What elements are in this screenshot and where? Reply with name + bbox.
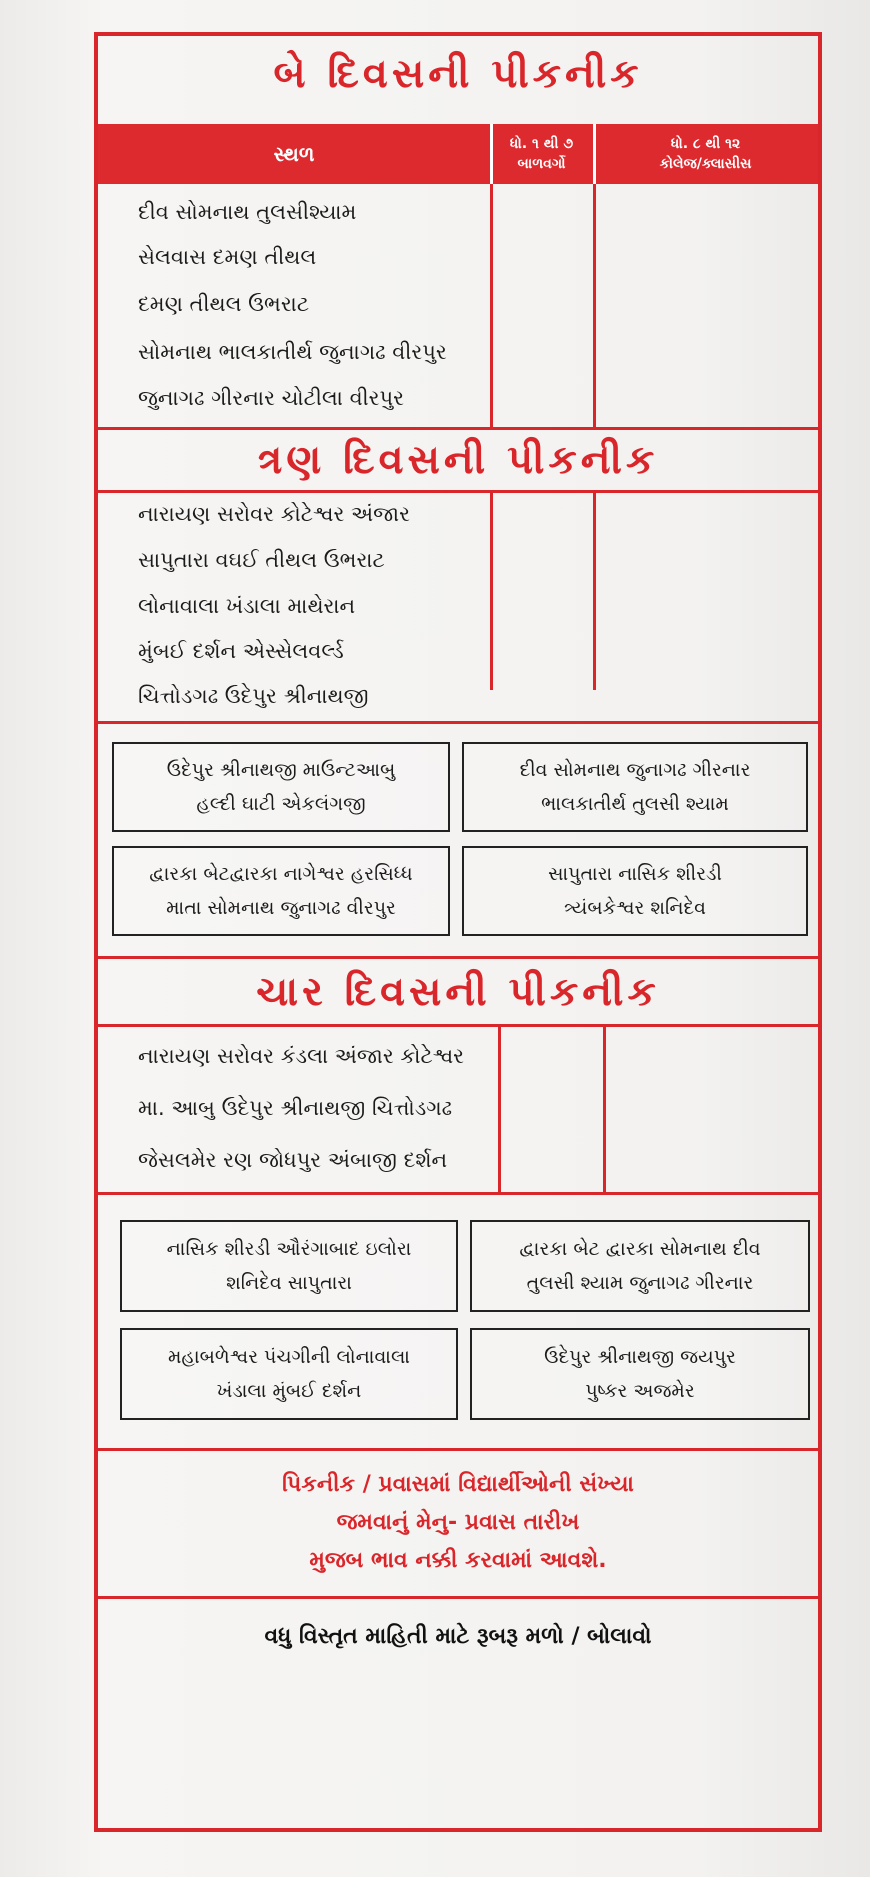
three-day-col-line-2 <box>593 490 596 690</box>
three-day-row: સાપુતારા વઘઈ તીથલ ઉભરાટ <box>138 548 385 572</box>
header-std-8-12 <box>593 124 818 184</box>
three-day-title-rule <box>98 490 818 493</box>
divider-footer-contact <box>98 1596 818 1599</box>
two-day-col-line-2 <box>593 184 596 427</box>
divider-three-four <box>98 956 818 959</box>
two-day-row: દમણ તીથલ ઉભરાટ <box>138 292 310 316</box>
package-line: તુલસી શ્યામ જુનાગઢ ગીરનાર <box>526 1272 754 1294</box>
package-line: ખંડાલા મુંબઈ દર્શન <box>216 1380 362 1402</box>
three-day-package-box <box>112 846 450 936</box>
header-std-8-12-line1: ધો. ૮ થી ૧૨ <box>670 136 741 152</box>
package-line: ઉદેપુર શ્રીનાથજી જયપુર <box>544 1346 736 1368</box>
header-std-1-7-line1: ધો. ૧ થી ૭ <box>509 136 574 152</box>
two-day-row: સોમનાથ ભાલકાતીર્થ જુનાગઢ વીરપુર <box>138 340 447 364</box>
three-day-row: નારાયણ સરોવર કોટેશ્વર અંજાર <box>138 502 410 526</box>
header-std-8-12-line2: કોલેજ/ક્લાસીસ <box>659 156 752 172</box>
header-place: સ્થળ <box>273 142 315 166</box>
four-day-row: જેસલમેર રણ જોધપુર અંબાજી દર્શન <box>138 1148 448 1172</box>
three-day-col-line-1 <box>490 490 493 690</box>
two-day-row: દીવ સોમનાથ તુલસીશ્યામ <box>138 200 357 224</box>
three-day-row: ચિત્તોડગઢ ઉદેપુર શ્રીનાથજી <box>138 684 369 708</box>
two-day-row: જુનાગઢ ગીરનાર ચોટીલા વીરપુર <box>138 386 405 410</box>
three-day-package-box <box>112 742 450 832</box>
package-line: દીવ સોમનાથ જુનાગઢ ગીરનાર <box>519 759 751 781</box>
package-line: ભાલકાતીર્થ તુલસી શ્યામ <box>541 793 729 815</box>
pricing-note <box>98 1466 818 1580</box>
package-line: હલ્દી ઘાટી એકલંગજી <box>196 793 366 815</box>
package-line: ઉદેપુર શ્રીનાથજી માઉન્ટઆબુ <box>166 759 396 781</box>
four-day-col-line-2 <box>603 1024 606 1192</box>
four-day-title: ચાર દિવસની પીકનીક <box>256 969 660 1015</box>
four-day-package-box <box>120 1220 458 1312</box>
four-day-package-box <box>120 1328 458 1420</box>
four-day-col-line-1 <box>498 1024 501 1192</box>
three-day-title: ત્રણ દિવસની પીકનીક <box>257 437 659 483</box>
header-std-1-7 <box>490 124 593 184</box>
three-day-package-box <box>462 846 808 936</box>
package-line: નાસિક શીરડી ઔરંગાબાદ ઇલોરા <box>166 1238 412 1260</box>
contact-line: વધુ વિસ્તૃત માહિતી માટે રૂબરૂ મળો / બોલાવો <box>264 1624 652 1649</box>
four-day-title-rule <box>98 1024 818 1027</box>
pricing-note-line: મુજબ ભાવ નક્કી કરવામાં આવશે. <box>309 1548 607 1573</box>
table-header <box>98 124 818 184</box>
brochure-frame <box>94 32 822 1832</box>
four-day-package-box <box>470 1220 810 1312</box>
pricing-note-line: જમવાનું મેનુ- પ્રવાસ તારીખ <box>336 1510 580 1535</box>
two-day-col-line-1 <box>490 184 493 427</box>
package-line: સાપુતારા નાસિક શીરડી <box>548 863 722 885</box>
package-line: ત્ર્યંબકેશ્વર શનિદેવ <box>564 897 706 919</box>
package-line: મહાબળેશ્વર પંચગીની લોનાવાલા <box>168 1346 410 1368</box>
package-line: પુષ્કર અજમેર <box>585 1380 695 1402</box>
package-line: દ્વારકા બેટદ્વારકા નાગેશ્વર હરસિધ્ધ <box>149 863 413 885</box>
package-line: દ્વારકા બેટ દ્વારકા સોમનાથ દીવ <box>519 1238 761 1260</box>
header-divider-1 <box>490 124 493 184</box>
four-day-row: નારાયણ સરોવર કંડલા અંજાર કોટેશ્વર <box>138 1044 465 1068</box>
three-day-row: મુંબઈ દર્શન એસ્સેલવર્લ્ડ <box>138 639 344 663</box>
two-day-title: બે દિવસની પીકનીક <box>273 51 643 97</box>
header-divider-2 <box>593 124 596 184</box>
four-day-list-end <box>98 1192 818 1195</box>
three-day-list-end <box>98 721 818 724</box>
three-day-row: લોનાવાલા ખંડાલા માથેરાન <box>138 594 356 618</box>
four-day-package-box <box>470 1328 810 1420</box>
four-day-row: મા. આબુ ઉદેપુર શ્રીનાથજી ચિત્તોડગઢ <box>138 1096 453 1120</box>
two-day-row: સેલવાસ દમણ તીથલ <box>138 245 317 269</box>
package-line: શનિદેવ સાપુતારા <box>226 1272 352 1294</box>
three-day-package-box <box>462 742 808 832</box>
pricing-note-line: પિકનીક / પ્રવાસમાં વિદ્યાર્થીઓની સંખ્યા <box>282 1472 634 1497</box>
package-line: માતા સોમનાથ જુનાગઢ વીરપુર <box>166 897 396 919</box>
header-std-1-7-line2: બાળવર્ગો <box>517 156 566 172</box>
divider-four-footer <box>98 1448 818 1451</box>
